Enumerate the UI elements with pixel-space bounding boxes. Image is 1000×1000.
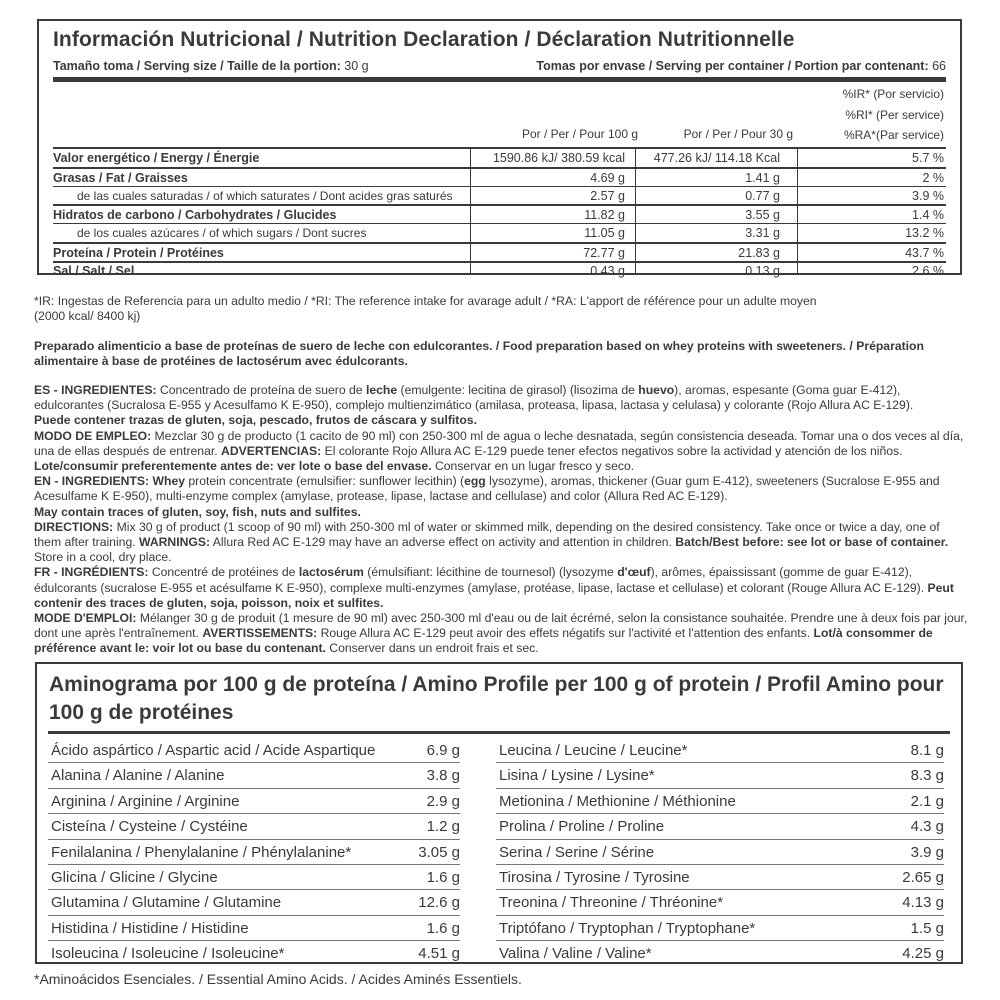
es-directions: MODO DE EMPLEO: Mezclar 30 g de producto (1 cacito de 90 ml) con 250-300 ml de agua o leche desnatada, según consistencia deseada. Tomar una o dos veces al día, una de ellas después de entrenar. ADVERTENCIAS: El colorante Rojo Allura AC E-129 puede tener efectos negativos sobre la actividad y atención de los niños. Lote/consumir preferentemente antes de: ver lote o base del envase. Conservar en un lugar fresco y seco. (34, 428, 964, 474)
servings-per-container (536, 59, 946, 73)
amino-value: 4.3 g (910, 818, 944, 836)
value-ir: 43.7 % (905, 245, 944, 260)
value-30g: 21.83 g (738, 245, 780, 260)
value-30g: 3.31 g (745, 226, 780, 240)
serving-size-label: Tamaño toma / Serving size / Taille de la portion: (53, 59, 341, 73)
amino-name: Leucina / Leucine / Leucine* (499, 742, 688, 759)
amino-row (496, 789, 944, 814)
amino-row (496, 916, 944, 941)
value-30g: 477.26 kJ/ 114.18 Kcal (653, 151, 780, 165)
amino-name: Valina / Valine / Valine* (499, 945, 652, 963)
amino-row (48, 814, 460, 839)
amino-row (496, 865, 944, 890)
amino-name: Prolina / Proline / Proline (499, 818, 665, 836)
table-row-protein (53, 242, 946, 262)
value-ir: 5.7 % (912, 151, 944, 165)
amino-row (496, 738, 944, 763)
table-row-carbohydrates (53, 204, 946, 224)
amino-row (496, 941, 944, 965)
table-row-salt (53, 261, 946, 278)
amino-value: 6.9 g (426, 742, 460, 759)
amino-value: 4.51 g (418, 945, 460, 963)
value-30g: 1.41 g (745, 170, 780, 185)
amino-name: Cisteína / Cysteine / Cystéine (51, 818, 248, 836)
amino-value: 4.13 g (902, 894, 944, 912)
amino-title: Aminograma por 100 g de proteína / Amino Profile per 100 g of protein / Profil Amino pour 100 g de protéines (49, 673, 944, 724)
value-30g: 0.77 g (745, 188, 780, 203)
product-description (34, 339, 969, 369)
serving-row (53, 59, 946, 82)
amino-value: 4.25 g (902, 945, 944, 963)
amino-title-divider (48, 731, 950, 734)
amino-name: Glicina / Glicine / Glycine (51, 868, 218, 886)
amino-row (48, 789, 460, 814)
ir-note-line-2: (2000 kcal/ 8400 kj) (34, 309, 141, 324)
amino-value: 1.2 g (426, 818, 460, 836)
amino-value: 2.65 g (902, 868, 944, 886)
row-label: Valor energético / Energy / Énergie (53, 151, 260, 165)
value-100g: 4.69 g (590, 170, 625, 185)
value-ir: 2.6 % (912, 263, 944, 278)
value-ir: 1.4 % (912, 208, 944, 222)
amino-value: 3.8 g (426, 767, 460, 785)
row-label: Proteína / Protein / Protéines (53, 245, 224, 260)
column-header-ir (843, 84, 944, 146)
reference-intake-note (34, 294, 969, 324)
amino-column-right (496, 738, 944, 966)
amino-row (48, 916, 460, 941)
ingredients-block (34, 383, 969, 657)
nutrition-table (37, 19, 962, 278)
table-row-sugars (53, 223, 946, 242)
ir-header-fr: %RA*(Par service) (843, 128, 944, 142)
amino-row (48, 840, 460, 865)
ir-header-es: %IR* (Por servicio) (842, 87, 944, 101)
value-100g: 0.43 g (590, 263, 625, 278)
amino-footnote: *Aminoácidos Esenciales. / Essential Amino Acids. / Acides Aminés Essentiels. (34, 971, 522, 987)
amino-row (48, 865, 460, 890)
amino-row (496, 890, 944, 915)
amino-name: Treonina / Threonine / Thréonine* (499, 894, 724, 912)
servings-value: 66 (932, 59, 946, 73)
row-label: de las cuales saturadas / of which saturates / Dont acides gras saturés (77, 188, 453, 203)
value-100g: 72.77 g (583, 245, 625, 260)
ir-header-en: %RI* (Per service) (845, 107, 944, 122)
amino-row (48, 738, 460, 763)
value-100g: 11.82 g (584, 208, 625, 222)
amino-name: Triptófano / Tryptophan / Tryptophane* (499, 919, 756, 937)
amino-name: Serina / Serine / Sérine (499, 843, 655, 861)
amino-name: Lisina / Lysine / Lysine* (499, 767, 655, 785)
fr-directions: MODE D'EMPLOI: Mélanger 30 g de produit (1 mesure de 90 ml) avec 250-300 ml d'eau ou de lait écrémé, selon la consistance souhaitée. Prendre une à deux fois par jour, dont une après l'entraînement. AVERTISSEMENTS: Rouge Allura AC E-129 peut avoir des effets négatifs sur l'activité et l'attention des enfants. Lot/à consommer de préférence avant le: voir lot ou base du contenant. Conserver dans un endroit frais et sec. (34, 611, 968, 656)
en-directions: DIRECTIONS: Mix 30 g of product (1 scoop of 90 ml) with 250-300 ml of water or skimmed milk, depending on the desired consistency. Take once or twice a day, one of them after training. WARNINGS: Allura Red AC E-129 may have an adverse effect on activity and attention in children. Batch/Best before: see lot or base of container. Store in a cool, dry place. (34, 519, 949, 565)
row-label: Sal / Salt / Sel (53, 263, 135, 278)
row-label: Hidratos de carbono / Carbohydrates / Glucides (53, 208, 337, 222)
amino-value: 2.9 g (426, 792, 460, 810)
amino-value: 8.3 g (910, 767, 944, 785)
value-100g: 11.05 g (584, 226, 625, 240)
amino-value: 1.5 g (910, 919, 944, 937)
amino-name: Tirosina / Tyrosine / Tyrosine (499, 868, 690, 886)
value-30g: 0.13 g (745, 263, 780, 278)
nutrition-title: Información Nutricional / Nutrition Declaration / Déclaration Nutritionnelle (53, 28, 795, 51)
amino-name: Fenilalanina / Phenylalanine / Phénylalanine* (51, 843, 352, 861)
value-ir: 13.2 % (905, 226, 944, 240)
amino-name: Arginina / Arginine / Arginine (51, 792, 240, 810)
amino-row (496, 763, 944, 788)
value-100g: 2.57 g (590, 188, 625, 203)
amino-name: Histidina / Histidine / Histidine (51, 919, 249, 937)
amino-value: 1.6 g (426, 919, 460, 937)
amino-name: Metionina / Methionine / Méthionine (499, 792, 736, 810)
table-row-energy (53, 147, 946, 167)
amino-profile-table (35, 662, 963, 964)
table-row-fat (53, 167, 946, 187)
row-label: de los cuales azúcares / of which sugars / Dont sucres (77, 226, 367, 240)
value-ir: 2 % (922, 170, 944, 185)
amino-name: Glutamina / Glutamine / Glutamine (51, 894, 282, 912)
es-traces: Puede contener trazas de gluten, soja, pescado, frutos de cáscara y sulfitos. (34, 413, 477, 428)
serving-size (53, 59, 369, 73)
column-header-30g: Por / Per / Pour 30 g (683, 127, 793, 141)
amino-value: 3.9 g (910, 843, 944, 861)
row-label: Grasas / Fat / Graisses (53, 170, 188, 185)
amino-row (496, 840, 944, 865)
value-100g: 1590.86 kJ/ 380.59 kcal (492, 151, 625, 165)
servings-label: Tomas por envase / Serving per container / Portion par contenant: (536, 59, 929, 73)
amino-value: 2.1 g (910, 792, 944, 810)
amino-name: Ácido aspártico / Aspartic acid / Acide Aspartique (51, 742, 376, 759)
amino-name: Isoleucina / Isoleucine / Isoleucine* (51, 945, 285, 963)
serving-size-value: 30 g (344, 59, 369, 73)
amino-row (48, 941, 460, 965)
amino-row (496, 814, 944, 839)
value-ir: 3.9 % (912, 188, 944, 203)
en-traces: May contain traces of gluten, soy, fish, nuts and sulfites. (34, 504, 361, 519)
value-30g: 3.55 g (745, 208, 780, 222)
table-row-saturates (53, 186, 946, 205)
fr-ingredients: FR - INGRÉDIENTS: Concentré de protéines de lactosérum (émulsifiant: lécithine de tournesol) (lysozyme d'œuf), arômes, épaississant (gomme de guar E-412), édulcorants (sucralose E-955 et acésulfame K E-950), complexe multi-enzymes (amylase, protéase, lipase, lactase et cellulase) et colorant (Rouge Allura AC E-129). Peut contenir des traces de gluten, soja, poisson, noix et sulfites. (34, 565, 954, 610)
amino-name: Alanina / Alanine / Alanine (51, 767, 225, 785)
preparation-text: Preparado alimenticio a base de proteínas de suero de leche con edulcorantes. / Food preparation based on whey proteins with sweeteners. / Préparation alimentaire à base de protéines de lactosérum avec édulcorants. (34, 339, 924, 369)
amino-value: 8.1 g (910, 742, 944, 759)
ir-note-line-1: *IR: Ingestas de Referencia para un adulto medio / *RI: The reference intake for avarage adult / *RA: L'apport de référence pour un adulte moyen (34, 294, 817, 308)
amino-column-left (48, 738, 460, 966)
amino-value: 3.05 g (418, 843, 460, 861)
es-ingredients: ES - INGREDIENTES: Concentrado de proteína de suero de leche (emulgente: lecitina de girasol) (lisozima de huevo), aromas, espesante (Goma guar E-412), edulcorantes (Sucralosa E-955 y Acesulfamo K E-950), complejo multienzimático (amilasa, proteasa, lipasa, lactasa y celulasa) y colorante (Rojo Allura AC E-129). (34, 383, 914, 413)
column-header-100g: Por / Per / Pour 100 g (521, 127, 638, 141)
amino-row (48, 890, 460, 915)
amino-value: 1.6 g (426, 868, 460, 886)
amino-row (48, 763, 460, 788)
en-ingredients: EN - INGREDIENTS: Whey protein concentrate (emulsifier: sunflower lecithin) (egg lysozyme), aromas, thickener (Guar gum E-412), sweeteners (Sucralose E-955 and Acesulfame K E-950), multi-enzyme complex (amylase, protease, lipase, lactase and cellulase) and color (Allura Red AC E-129). (34, 474, 940, 504)
amino-value: 12.6 g (418, 894, 460, 912)
